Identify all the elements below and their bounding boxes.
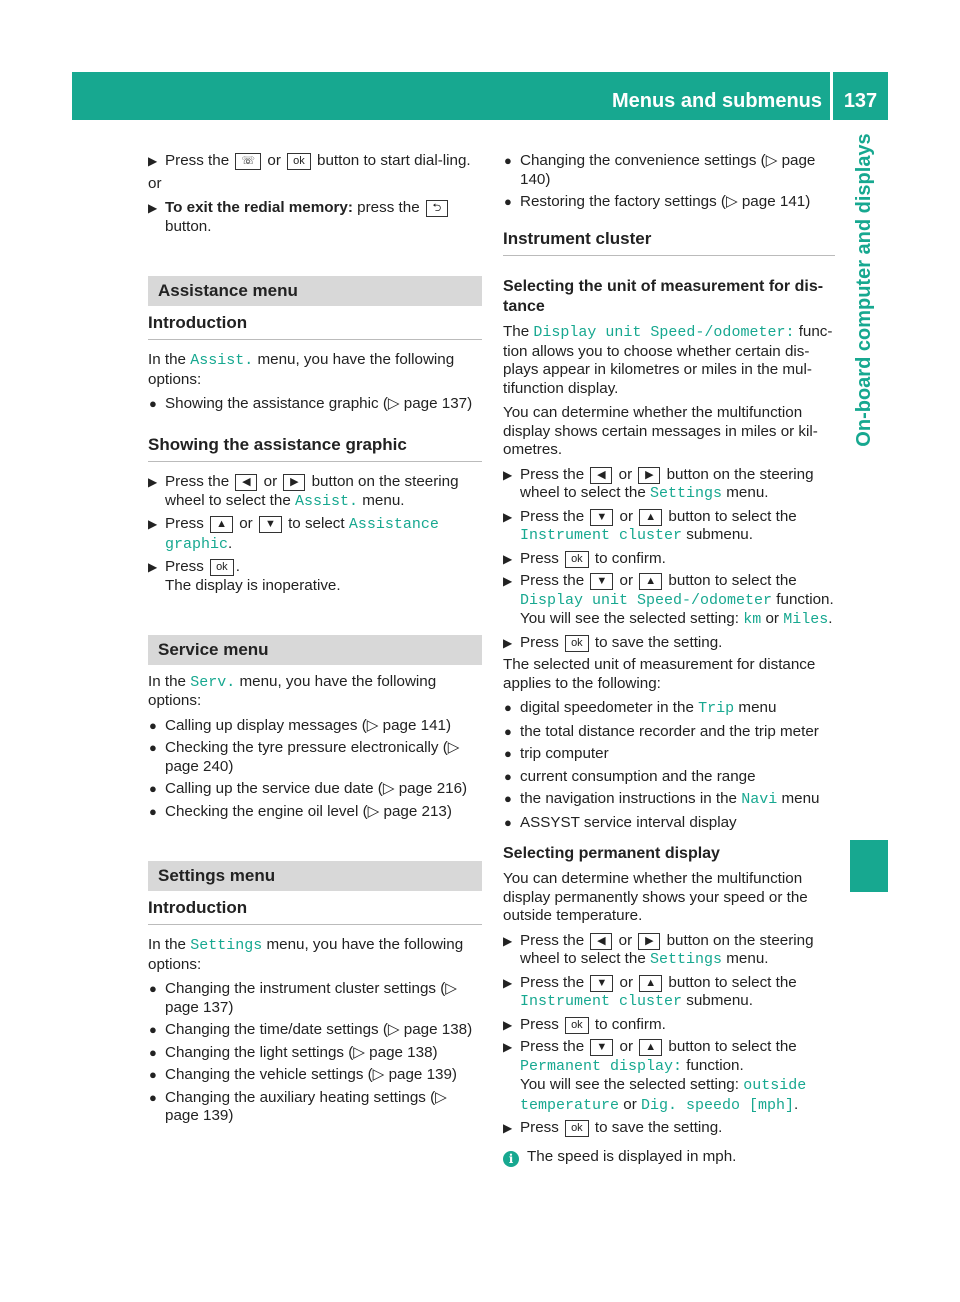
introduction-heading: Introduction: [148, 899, 482, 926]
side-tab: [840, 120, 888, 800]
header-bar: [72, 72, 830, 120]
unit-para: You can determine whether the multifunction display shows certain messages in miles or kil-ometres.: [503, 404, 818, 458]
step-select-assist: ▶ Press the ◀ or ▶ button on the steering wheel to select the Assist. menu.: [148, 473, 459, 510]
bullet-icon: ●: [149, 1089, 157, 1105]
down-key-icon: ▼: [590, 573, 613, 590]
up-key-icon: ▲: [639, 975, 662, 992]
assist-intro: In the Assist. menu, you have the following options:: [148, 351, 455, 388]
step-save: ▶ Press ok to save the setting.: [503, 1119, 723, 1136]
list-item: ● Checking the tyre pressure electronically (▷ page 240): [149, 739, 460, 775]
list-item: ● Showing the assistance graphic (▷ page 137): [149, 395, 473, 412]
down-key-icon: ▼: [259, 516, 282, 533]
list-item: ● Checking the engine oil level (▷ page 213): [149, 802, 452, 820]
right-key-icon: ▶: [283, 474, 305, 491]
step-select-cluster: ▶ Press the ▼ or ▲ button to select the Instrument cluster submenu.: [503, 507, 797, 544]
up-key-icon: ▲: [210, 516, 233, 533]
unit-heading: Selecting the unit of measurement for dis-tance: [503, 278, 824, 315]
step-exit-redial: ▶ To exit the redial memory: press the ⮌ button.: [148, 199, 482, 236]
step-select-settings: ▶ Press the ◀ or ▶ button on the steering wheel to select the Settings menu.: [503, 931, 814, 968]
step-arrow-icon: ▶: [503, 509, 513, 524]
applies-text: The selected unit of measurement for distance applies to the following:: [503, 656, 816, 692]
step-select-graphic: ▶ Press ▲ or ▼ to select Assistance graphic.: [148, 515, 439, 553]
service-menu-heading: Service menu: [148, 635, 482, 665]
left-column: [148, 152, 482, 1130]
step-arrow-icon: ▶: [503, 635, 513, 650]
list-item: ● current consumption and the range: [504, 767, 756, 785]
bullet-icon: ●: [149, 1044, 157, 1060]
ok-key-icon: ok: [565, 551, 589, 568]
bullet-icon: ●: [149, 740, 157, 755]
side-block: [850, 840, 888, 892]
step-arrow-icon: ▶: [148, 201, 158, 215]
step-confirm: ▶ Press ok to confirm.: [503, 549, 666, 567]
bullet-icon: ●: [504, 700, 512, 715]
assistance-menu-heading: Assistance menu: [148, 276, 482, 306]
step-arrow-icon: ▶: [148, 475, 158, 489]
step-save: ▶ Press ok to save the setting.: [503, 633, 723, 651]
step-arrow-icon: ▶: [503, 975, 513, 990]
serv-intro: In the Serv. menu, you have the following options:: [148, 672, 437, 709]
bullet-icon: ●: [504, 791, 512, 806]
info-icon: i: [503, 1151, 519, 1167]
bullet-icon: ●: [504, 153, 512, 168]
showing-heading: Showing the assistance graphic: [148, 436, 482, 463]
ok-key-icon: ok: [565, 1120, 589, 1137]
list-item: ● Changing the convenience settings (▷ page 140): [504, 152, 816, 188]
settings-menu-heading: Settings menu: [148, 861, 482, 891]
left-key-icon: ◀: [590, 467, 612, 484]
ok-key-icon: ok: [565, 1017, 589, 1034]
bullet-icon: ●: [504, 723, 512, 739]
list-item: ● trip computer: [504, 745, 609, 762]
bullet-icon: ●: [504, 768, 512, 784]
right-key-icon: ▶: [638, 467, 660, 484]
bullet-icon: ●: [149, 396, 157, 411]
bullet-icon: ●: [149, 781, 157, 796]
step-arrow-icon: ▶: [503, 574, 513, 588]
bullet-icon: ●: [504, 746, 512, 761]
list-item: ● digital speedometer in the Trip menu: [504, 699, 777, 717]
list-item: ● Changing the instrument cluster settings (▷ page 137): [149, 980, 457, 1016]
step-select-settings: ▶ Press the ◀ or ▶ button on the steering wheel to select the Settings menu.: [503, 465, 814, 502]
perm-heading: Selecting permanent display: [503, 845, 720, 862]
back-key-icon: ⮌: [426, 200, 448, 217]
step-confirm: ▶ Press ok to confirm.: [503, 1015, 666, 1033]
header-title: Menus and submenus: [611, 90, 822, 112]
step-select-unit: ▶ Press the ▼ or ▲ button to select the Display unit Speed-/odometer function. You will see the selected setting: km or Miles.: [503, 572, 834, 628]
up-key-icon: ▲: [639, 1039, 662, 1056]
list-item: ● the navigation instructions in the Navi menu: [504, 790, 820, 808]
instrument-cluster-heading: Instrument cluster: [503, 230, 835, 257]
step-arrow-icon: ▶: [148, 517, 158, 531]
side-tab-label: On-board computer and displays: [852, 133, 875, 447]
list-item: ● Restoring the factory settings (▷ page 141): [504, 193, 811, 210]
step-arrow-icon: ▶: [503, 1017, 513, 1032]
step-dial: ▶ Press the ☏ or ok button to start dial-ling.: [148, 152, 471, 169]
settings-intro: In the Settings menu, you have the following options:: [148, 936, 464, 973]
step-press-ok: ▶ Press ok . The display is inoperative.: [148, 558, 341, 594]
bullet-icon: ●: [149, 717, 157, 733]
bullet-icon: ●: [149, 1022, 157, 1037]
bullet-icon: ●: [504, 194, 512, 209]
down-key-icon: ▼: [590, 1039, 613, 1056]
bullet-icon: ●: [149, 803, 157, 819]
step-select-permanent: ▶ Press the ▼ or ▲ button to select the Permanent display: function. You will see the selected setting: outside temperature or Dig. speedo [mph].: [503, 1038, 807, 1114]
step-select-cluster: ▶ Press the ▼ or ▲ button to select the Instrument cluster submenu.: [503, 973, 797, 1010]
ok-key-icon: ok: [287, 153, 311, 170]
left-key-icon: ◀: [590, 933, 612, 950]
list-item: ● Changing the auxiliary heating settings (▷ page 139): [149, 1088, 447, 1124]
perm-intro: You can determine whether the multifunction display permanently shows your speed or the outside temperature.: [503, 870, 808, 924]
list-item: ● Calling up the service due date (▷ page 216): [149, 780, 468, 797]
bullet-icon: ●: [149, 1067, 157, 1082]
list-item: ● Changing the light settings (▷ page 138): [149, 1043, 438, 1061]
right-key-icon: ▶: [638, 933, 660, 950]
or-text: or: [148, 174, 162, 192]
introduction-heading: Introduction: [148, 314, 482, 341]
down-key-icon: ▼: [590, 975, 613, 992]
step-arrow-icon: ▶: [503, 1040, 513, 1054]
bullet-icon: ●: [504, 814, 512, 830]
unit-intro: The Display unit Speed-/odometer: func-tion allows you to choose whether certain dis-plays appear in kilometres or miles in the mul-tifunction display.: [503, 323, 833, 397]
left-key-icon: ◀: [235, 474, 257, 491]
up-key-icon: ▲: [639, 573, 662, 590]
list-item: ● ASSYST service interval display: [504, 813, 737, 831]
page-number: 137: [833, 72, 888, 120]
step-arrow-icon: ▶: [148, 154, 158, 168]
phone-key-icon: ☏: [235, 153, 261, 170]
ok-key-icon: ok: [210, 559, 234, 576]
bullet-icon: ●: [149, 981, 157, 996]
step-arrow-icon: ▶: [503, 1121, 513, 1135]
list-item: ● Changing the vehicle settings (▷ page 139): [149, 1066, 457, 1083]
list-item: ● Changing the time/date settings (▷ page 138): [149, 1021, 473, 1038]
step-arrow-icon: ▶: [503, 933, 513, 948]
step-arrow-icon: ▶: [503, 551, 513, 566]
info-note: i The speed is displayed in mph.: [503, 1148, 835, 1167]
up-key-icon: ▲: [639, 509, 662, 526]
step-arrow-icon: ▶: [503, 467, 513, 482]
ok-key-icon: ok: [565, 635, 589, 652]
right-column: [503, 152, 835, 1173]
down-key-icon: ▼: [590, 509, 613, 526]
step-arrow-icon: ▶: [148, 560, 158, 574]
list-item: ● the total distance recorder and the trip meter: [504, 722, 819, 740]
list-item: ● Calling up display messages (▷ page 141): [149, 716, 452, 734]
